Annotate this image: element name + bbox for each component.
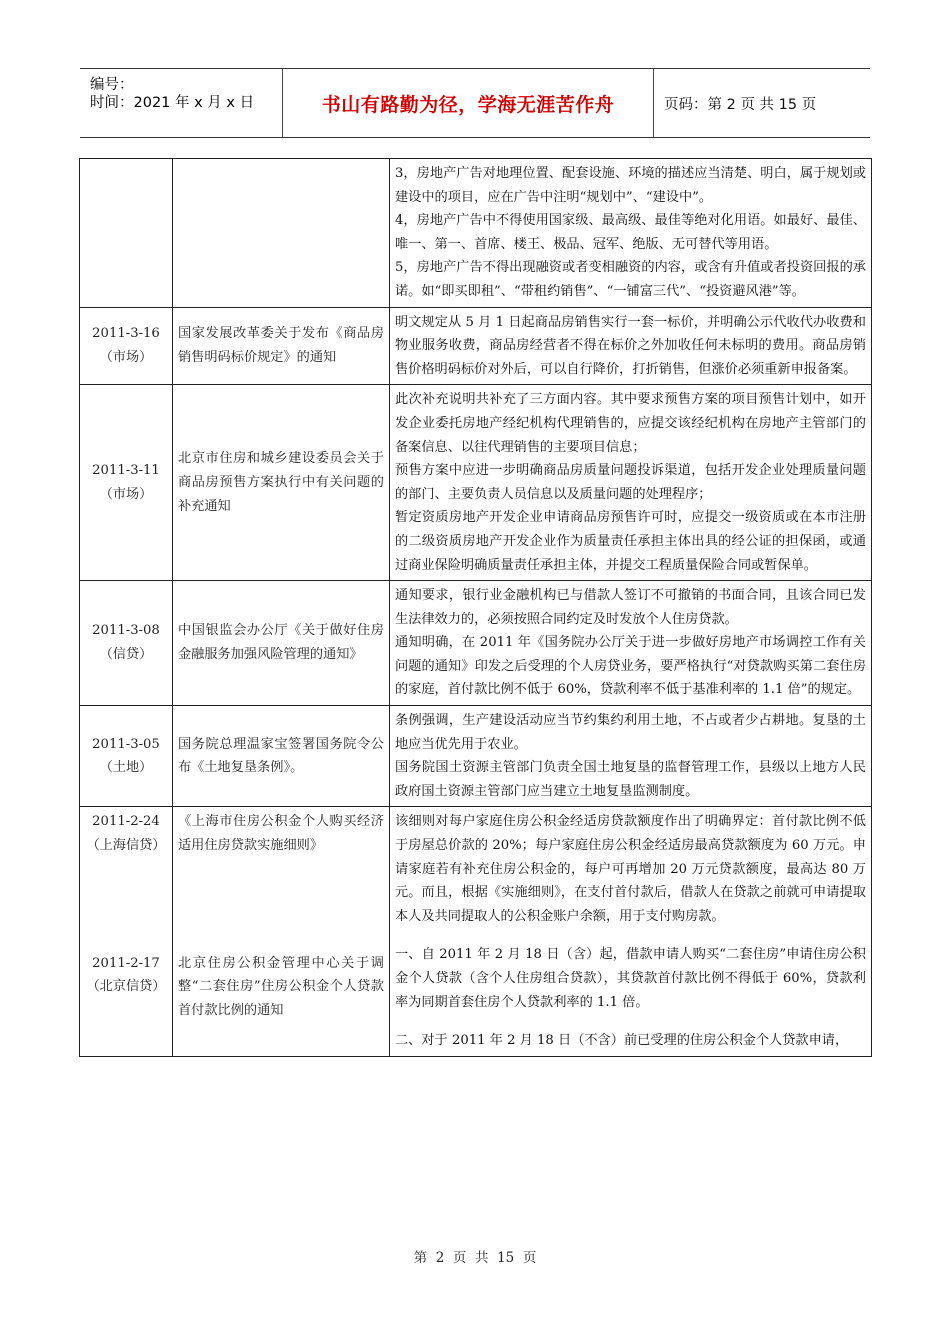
- content-paragraph: 二、对于 2011 年 2 月 18 日（不含）前已受理的住房公积金个人贷款申请，: [395, 1033, 849, 1049]
- date-cell: [80, 385, 173, 581]
- table-row: [80, 807, 872, 1056]
- title-cell: [173, 159, 390, 308]
- title-cell: 北京市住房和城乡建设委员会关于商品房预售方案执行中有关问题的补充通知: [173, 385, 390, 581]
- title-cell: 国家发展改革委关于发布《商品房销售明码标价规定》的通知: [173, 307, 390, 385]
- date-cell: [80, 307, 173, 385]
- content-paragraph: 该细则对每户家庭住房公积金经适房贷款额度作出了明确界定：首付款比例不低于房屋总价款的 20%；每户家庭住房公积金经适房最高贷款额度为 60 万元。申请家庭若有补充住房公积金的，每户可再增加 20 万元贷款额度，最高达 80 万元。而且，根据《实施细则》，在支付首付款后，借款人在贷款之前就可申请提取本人及共同提取人的公积金账户余额，用于支付购房款。: [395, 814, 866, 924]
- date-cell: [80, 159, 173, 308]
- content-paragraph: 预售方案中应进一步明确商品房质量问题投诉渠道，包括开发企业处理质量问题的部门、主要负责人员信息以及质量问题的处理程序；: [395, 463, 866, 502]
- row-date: 2011-3-08: [92, 623, 160, 639]
- page-header: [80, 68, 870, 138]
- row-category: （信贷）: [99, 647, 153, 663]
- content-paragraph: 此次补充说明共补充了三方面内容。其中要求预售方案的项目预售计划中，如开发企业委托房地产经纪机构代理销售的，应提交该经纪机构在房地产主管部门的备案信息、以往代理销售的主要项目信息；: [395, 392, 866, 455]
- content-paragraph: 明文规定从 5 月 1 日起商品房销售实行一套一标价，并明确公示代收代办收费和物业服务收费，商品房经营者不得在标价之外加收任何未标明的费用。商品房销售价格明码标价对外后，可以自行降价，打折销售，但涨价必须重新申报备案。: [395, 314, 866, 377]
- table-row: [80, 706, 872, 807]
- page-info: 页码：第 2 页 共 15 页: [664, 96, 817, 113]
- header-meta: [80, 69, 282, 137]
- content-paragraph: 4，房地产广告中不得使用国家级、最高级、最佳等绝对化用语。如最好、最佳、唯一、第一、首席、楼王、极品、冠军、绝版、无可替代等用语。: [395, 213, 866, 252]
- number-label: 编号：: [90, 77, 134, 93]
- content-cell: [390, 307, 872, 385]
- content-cell: [390, 807, 872, 1056]
- row-date: 2011-3-16: [92, 326, 160, 342]
- row-category: （市场）: [99, 349, 153, 365]
- content-paragraph: 通知明确，在 2011 年《国务院办公厅关于进一步做好房地产市场调控工作有关问题的通知》印发之后受理的个人房贷业务，要严格执行“对贷款购买第二套住房的家庭，首付款比例不低于 60%，贷款利率不低于基准利率的 1.1 倍”的规定。: [395, 635, 866, 698]
- row-date: 2011-3-11: [92, 463, 160, 479]
- date-cell: [80, 581, 173, 706]
- date-cell: [80, 706, 173, 807]
- content-paragraph: 暂定资质房地产开发企业申请商品房预售许可时，应提交一级资质或在本市注册的二级资质房地产开发企业作为质量责任承担主体出具的经公证的担保函，或通过商业保险明确质量责任承担主体，并提交工程质量保险合同或暂保单。: [395, 510, 866, 573]
- row-category: （北京信贷）: [86, 979, 166, 995]
- title-cell: 国务院总理温家宝签署国务院令公布《土地复垦条例》。: [173, 706, 390, 807]
- time-label: 时间：2021 年 x 月 x 日: [90, 95, 255, 111]
- row-date: 2011-2-17: [92, 955, 160, 971]
- table-row: [80, 307, 872, 385]
- policy-table: [79, 158, 872, 1057]
- date-cell: [80, 807, 173, 1056]
- content-paragraph: 通知要求，银行业金融机构已与借款人签订不可撤销的书面合同，且该合同已发生法律效力的，必须按照合同约定及时发放个人住房贷款。: [395, 588, 866, 627]
- table-row: [80, 159, 872, 308]
- content-cell: [390, 706, 872, 807]
- header-motto-cell: [282, 69, 654, 137]
- row-date: 2011-2-24: [92, 814, 160, 830]
- entry-title: 北京住房公积金管理中心关于调整“二套住房”住房公积金个人贷款首付款比例的通知: [178, 955, 384, 1018]
- content-paragraph: 条例强调，生产建设活动应当节约集约利用土地，不占或者少占耕地。复垦的土地应当优先用于农业。: [395, 713, 866, 752]
- title-cell: 中国银监会办公厅《关于做好住房金融服务加强风险管理的通知》: [173, 581, 390, 706]
- table-row: [80, 385, 872, 581]
- table-row: [80, 581, 872, 706]
- row-category: （土地）: [99, 760, 153, 776]
- title-cell: [173, 807, 390, 1056]
- content-cell: [390, 159, 872, 308]
- row-date: 2011-3-05: [92, 736, 160, 752]
- content-paragraph: 5，房地产广告不得出现融资或者变相融资的内容，或含有升值或者投资回报的承诺。如“即买即租”、“带租约销售”、“一铺富三代”、“投资避风港”等。: [395, 260, 866, 299]
- entry-title: 《上海市住房公积金个人购买经济适用住房贷款实施细则》: [178, 814, 384, 854]
- motto-text: 书山有路勤为径，学海无涯苦作舟: [321, 93, 615, 116]
- page-footer: 第 2 页 共 15 页: [413, 1250, 537, 1266]
- content-paragraph: 3，房地产广告对地理位置、配套设施、环境的描述应当清楚、明白，属于规划或建设中的项目，应在广告中注明“规划中”、“建设中”。: [395, 166, 866, 205]
- content-cell: [390, 385, 872, 581]
- content-cell: [390, 581, 872, 706]
- content-paragraph: 一、自 2011 年 2 月 18 日（含）起，借款申请人购买“二套住房”申请住房公积金个人贷款（含个人住房组合贷款），其贷款首付款比例不得低于 60%，贷款利率为同期首套住房个人贷款利率的 1.1 倍。: [395, 947, 866, 1010]
- content-paragraph: 国务院国土资源主管部门负责全国土地复垦的监督管理工作，县级以上地方人民政府国土资源主管部门应当建立土地复垦监测制度。: [395, 760, 866, 799]
- row-category: （市场）: [99, 486, 153, 502]
- row-category: （上海信贷）: [86, 838, 166, 854]
